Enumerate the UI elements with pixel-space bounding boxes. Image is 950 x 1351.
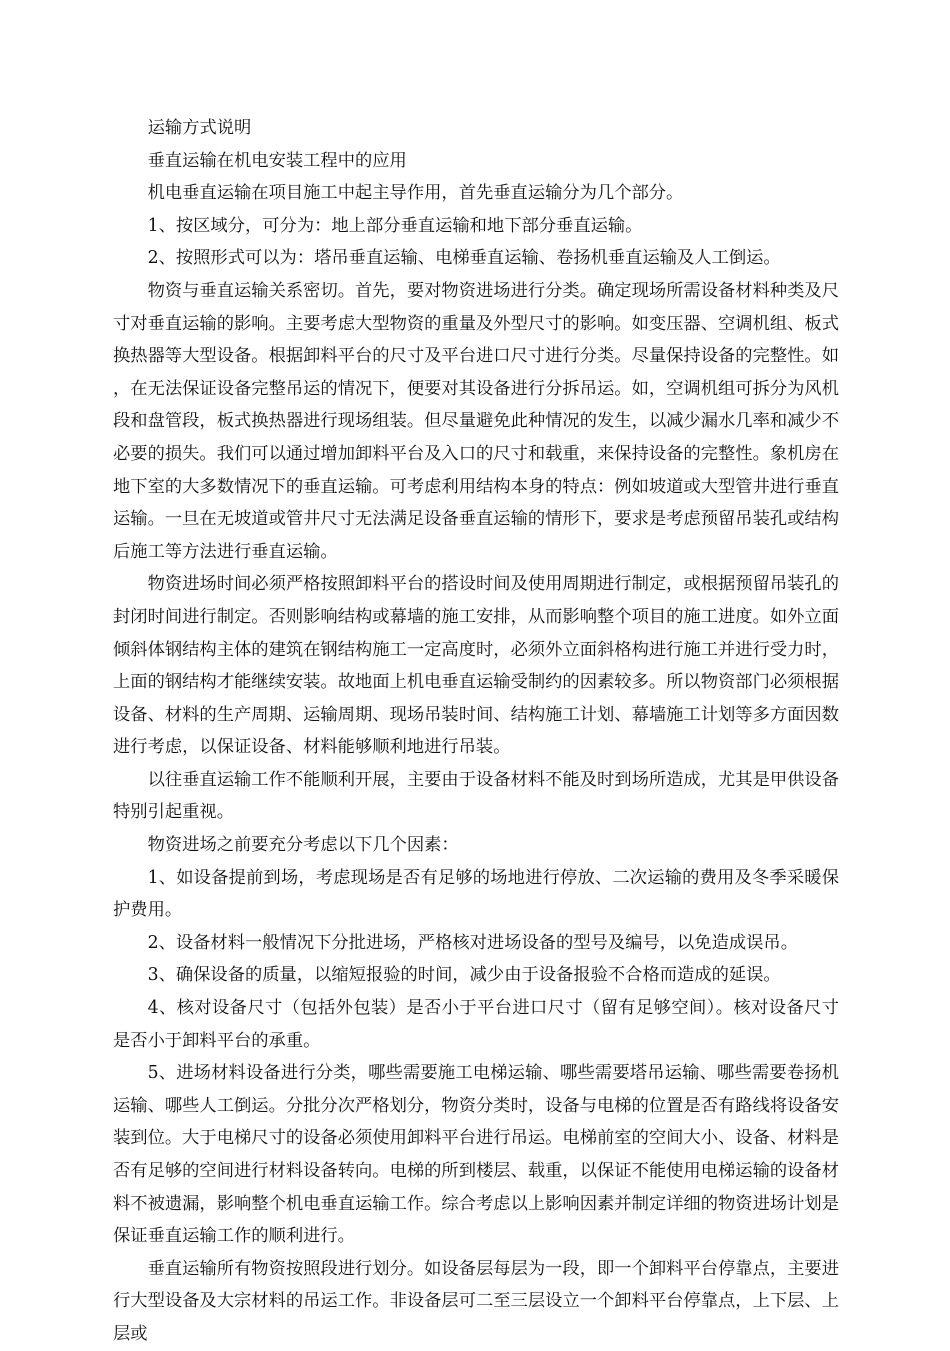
paragraph: 物资进场之前要充分考虑以下几个因素：: [147, 835, 459, 856]
paragraph: 物资进场时间必须严格按照卸料平台的搭设时间及使用周期进行制定，或根据预留吊装孔的封闭时间进行制定。否则影响结构或幕墙的施工安排，从而影响整个项目的施工进度。如外立面倾斜体钢结构主体的建筑在钢结构施工一定高度时，必须外立面斜格构进行施工并进行受力时，上面的钢结构才能继续安装。故地面上机电垂直运输受制约的因素较多。所以物资部门必须根据设备、材料的生产周期、运输周期、现场吊装时间、结构施工计划、幕墙施工计划等多方面因数进行考虑，以保证设备、材料能够顺利地进行吊装。: [113, 574, 839, 758]
paragraph: 5、进场材料设备进行分类，哪些需要施工电梯运输、哪些需要塔吊运输、哪些需要卷扬机运输、哪些人工倒运。分批分次严格划分，物资分类时，设备与电梯的位置是否有路线将设备安装到位。大于电梯尺寸的设备必须使用卸料平台进行吊运。电梯前室的空间大小、设备、材料是否有足够的空间进行材料设备转向。电梯的所到楼层、载重，以保证不能使用电梯运输的设备材料不被遗漏，影响整个机电垂直运输工作。综合考虑以上影响因素并制定详细的物资进场计划是保证垂直运输工作的顺利进行。: [113, 1063, 839, 1247]
document-page: [113, 112, 839, 1351]
paragraph: 1、按区域分，可分为：地上部分垂直运输和地下部分垂直运输。: [147, 215, 643, 236]
paragraph: 1、如设备提前到场，考虑现场是否有足够的场地进行停放、二次运输的费用及冬季采暖保护费用。: [113, 867, 839, 921]
doc-subheading: 垂直运输在机电安装工程中的应用: [147, 150, 407, 171]
doc-heading: 运输方式说明: [147, 118, 252, 138]
paragraph: 以往垂直运输工作不能顺利开展，主要由于设备材料不能及时到场所造成，尤其是甲供设备特别引起重视。: [113, 769, 839, 823]
paragraph: 垂直运输所有物资按照段进行划分。如设备层每层为一段，即一个卸料平台停靠点，主要进行大型设备及大宗材料的吊运工作。非设备层可二至三层设立一个卸料平台停靠点，上下层、上层或: [113, 1258, 839, 1344]
paragraph: 物资与垂直运输关系密切。首先，要对物资进场进行分类。确定现场所需设备材料种类及尺寸对垂直运输的影响。主要考虑大型物资的重量及外型尺寸的影响。如变压器、空调机组、板式换热器等大型设备。根据卸料平台的尺寸及平台进口尺寸进行分类。尽量保持设备的完整性。如，在无法保证设备完整吊运的情况下，便要对其设备进行分拆吊运。如，空调机组可拆分为风机段和盘管段，板式换热器进行现场组装。但尽量避免此种情况的发生，以减少漏水几率和减少不必要的损失。我们可以通过增加卸料平台及入口的尺寸和载重，来保持设备的完整性。象机房在地下室的大多数情况下的垂直运输。可考虑利用结构本身的特点：例如坡道或大型管井进行垂直运输。一旦在无坡道或管井尺寸无法满足设备垂直运输的情形下，要求是考虑预留吊装孔或结构后施工等方法进行垂直运输。: [113, 280, 839, 562]
paragraph: 2、设备材料一般情况下分批进场，严格核对进场设备的型号及编号，以免造成误吊。: [147, 932, 798, 953]
paragraph: 机电垂直运输在项目施工中起主导作用，首先垂直运输分为几个部分。: [147, 183, 684, 204]
paragraph: 4、核对设备尺寸（包括外包装）是否小于平台进口尺寸（留有足够空间）。核对设备尺寸是否小于卸料平台的承重。: [113, 998, 839, 1051]
paragraph: 2、按照形式可以为：塔吊垂直运输、电梯垂直运输、卷扬机垂直运输及人工倒运。: [147, 248, 781, 269]
paragraph: 3、确保设备的质量，以缩短报验的时间，减少由于设备报验不合格而造成的延误。: [147, 965, 781, 986]
